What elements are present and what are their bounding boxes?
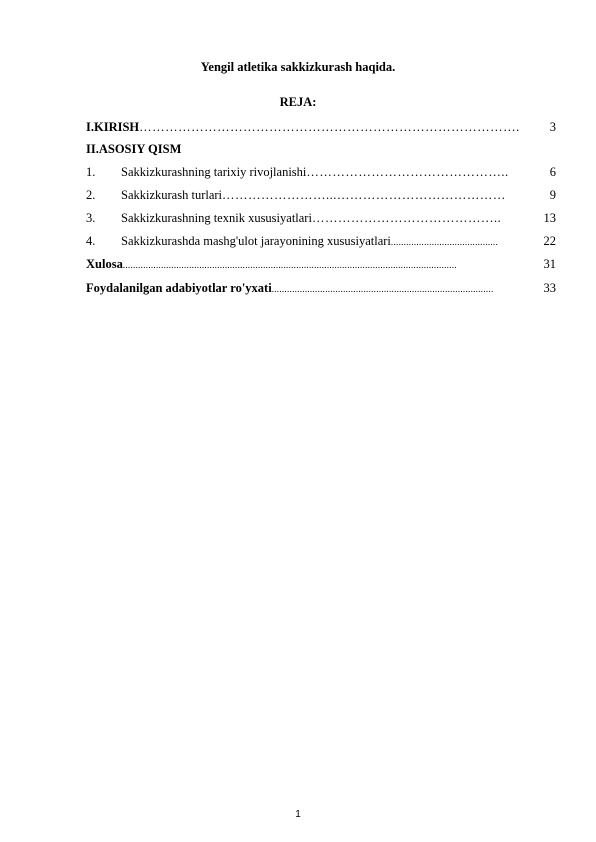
toc-page: 33 (543, 281, 556, 295)
toc-label: Sakkizkurashning tarixiy rivojlanishi (121, 165, 307, 179)
toc-leader: …………………………………….. (311, 211, 502, 225)
toc-entry-references (86, 281, 556, 296)
toc-label: Sakkizkurashning texnik xususiyatlari (121, 211, 312, 225)
toc-leader: ……………………………………….. (306, 165, 509, 179)
toc-label: I.KIRISH (86, 120, 140, 134)
toc-number: 4. (86, 234, 96, 248)
toc-entry-1 (86, 165, 556, 180)
toc-label: Sakkizkurashda mashg'ulot jarayonining xususiyatlari (121, 234, 391, 248)
toc-leader: ................................................................................................................................... (122, 260, 457, 270)
toc-entry-introduction (86, 120, 556, 135)
toc-page: 6 (549, 165, 556, 179)
toc-leader: .......................................... (390, 237, 499, 247)
toc-page: 22 (543, 234, 556, 248)
toc-entry-4 (86, 234, 556, 249)
toc-entry-conclusion (86, 257, 556, 272)
toc-label: Sakkizkurash turlari (121, 188, 223, 202)
toc-leader: ....................................................................................... (271, 284, 494, 294)
toc-label: Foydalanilgan adabiyotlar ro'yxati (86, 281, 272, 295)
toc-page: 9 (549, 188, 556, 202)
toc-entry-2 (86, 188, 556, 203)
toc-entry-3 (86, 211, 556, 226)
toc-entry-main-part (86, 142, 556, 157)
toc-page: 31 (543, 257, 556, 271)
toc-leader: ……………………………………………………………………………. (139, 120, 520, 134)
toc-page: 3 (549, 120, 556, 134)
document-title: Yengil atletika sakkizkurash haqida. (200, 60, 396, 74)
toc-number: 3. (86, 211, 96, 225)
toc-leader: ……………………...………………………………… (222, 188, 506, 202)
page-number: 1 (295, 809, 301, 820)
toc-page: 13 (543, 211, 556, 225)
plan-heading: REJA: (279, 95, 317, 109)
toc-label: II.ASOSIY QISM (86, 142, 182, 156)
toc-number: 1. (86, 165, 96, 179)
toc-label: Xulosa (86, 257, 123, 271)
toc-number: 2. (86, 188, 96, 202)
